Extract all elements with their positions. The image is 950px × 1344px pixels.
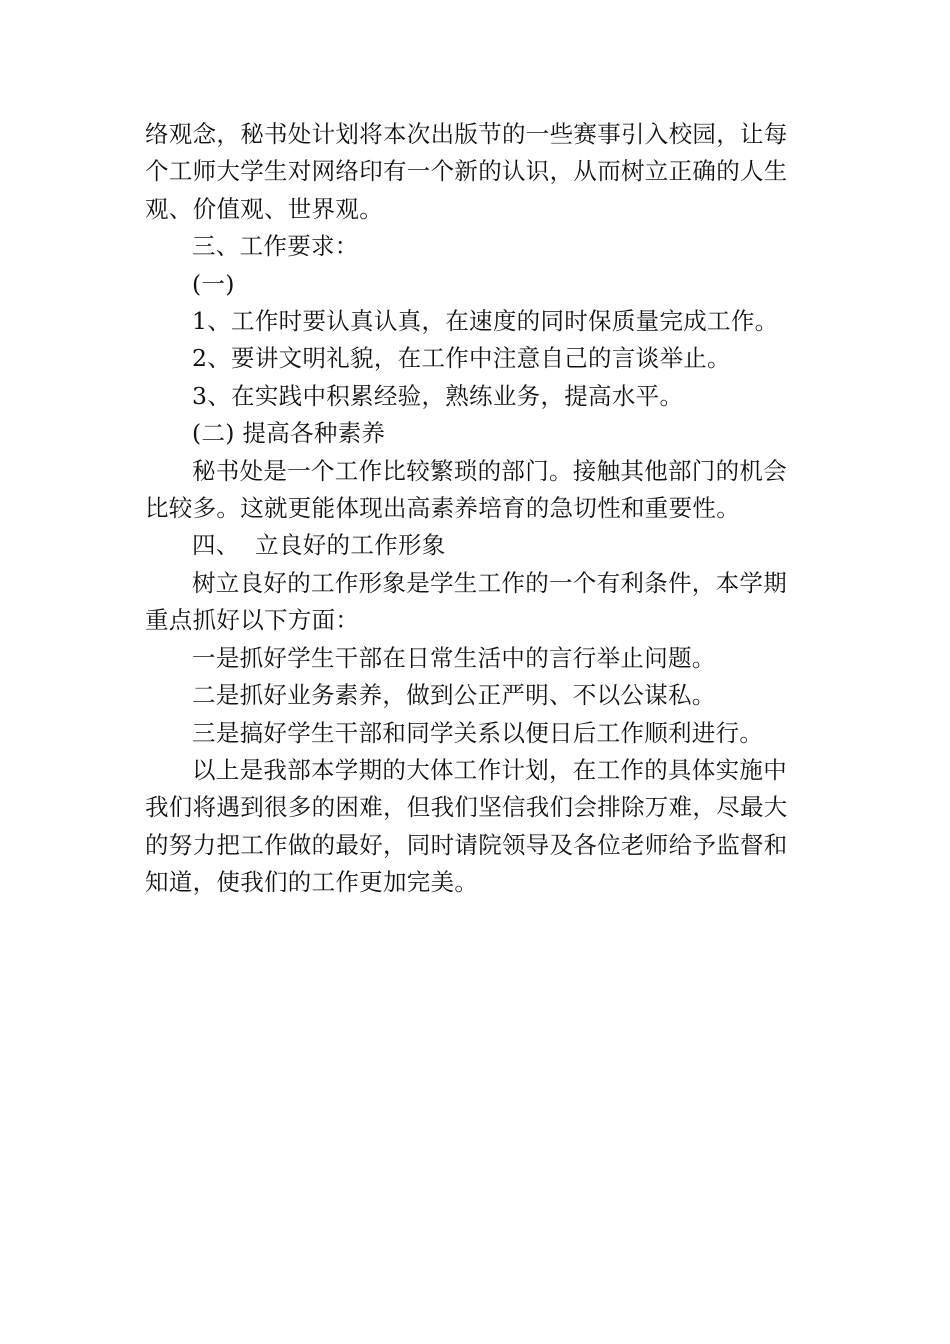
document-body	[145, 116, 795, 902]
subsection-heading-one: (一)	[192, 269, 235, 298]
subsection-heading-two: (二) 提高各种素养	[192, 419, 386, 448]
paragraph-work-image: 树立良好的工作形象是学生工作的一个有利条件，本学期重点抓好以下方面：	[145, 568, 787, 635]
section-heading-work-requirements: 三、工作要求：	[192, 232, 359, 261]
list-item-3: 3、在实践中积累经验，熟练业务，提高水平。	[192, 381, 684, 410]
list-item-2: 2、要讲文明礼貌，在工作中注意自己的言谈举止。	[192, 344, 731, 373]
paragraph-secretariat: 秘书处是一个工作比较繁琐的部门。接触其他部门的机会比较多。这就更能体现出高素养培育的急切性和重要性。	[145, 456, 787, 523]
point-three: 三是搞好学生干部和同学关系以便日后工作顺利进行。	[192, 718, 764, 747]
list-item-1: 1、工作时要认真认真，在速度的同时保质量完成工作。	[192, 307, 779, 336]
paragraph-conclusion: 以上是我部本学期的大体工作计划，在工作的具体实施中我们将遇到很多的困难，但我们坚信我们会排除万难，尽最大的努力把工作做的最好，同时请院领导及各位老师给予监督和知道，使我们的工作更加完美。	[145, 755, 788, 897]
point-two: 二是抓好业务素养，做到公正严明、不以公谋私。	[192, 681, 716, 710]
point-one: 一是抓好学生干部在日常生活中的言行举止问题。	[192, 643, 716, 672]
paragraph-intro-continuation: 络观念，秘书处计划将本次出版节的一些赛事引入校园，让每个工师大学生对网络印有一个新的认识，从而树立正确的人生观、价值观、世界观。	[145, 120, 788, 223]
section-heading-work-image: 四、 立良好的工作形象	[192, 531, 446, 560]
